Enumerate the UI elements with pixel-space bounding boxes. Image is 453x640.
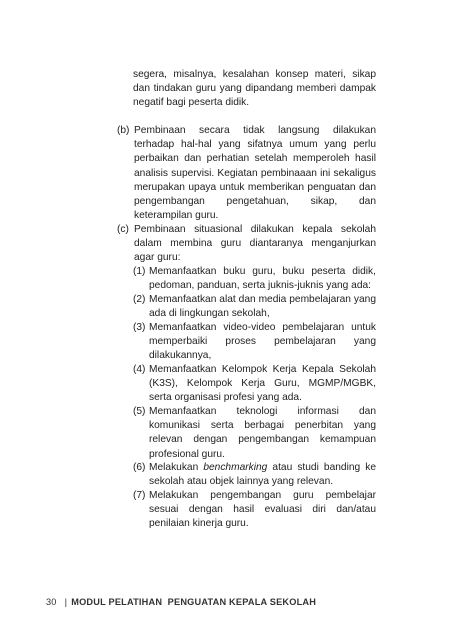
sub-item-label: (4): [133, 364, 146, 375]
list-item-b: [117, 124, 376, 223]
continuation-paragraph: segera, misalnya, kesalahan konsep materi, sikap dan tindakan guru yang dipandang memberi dampak negatif bagi peserta didik.: [133, 69, 376, 109]
sub-item-label: (5): [133, 406, 146, 417]
item-c-text: Pembinaan situasional dilakukan kepala sekolah dalam membina guru diantaranya menganjurkan agar guru:: [134, 224, 376, 264]
sub-item-1: [133, 265, 376, 293]
page-number: 30: [46, 597, 57, 607]
sub-item-label: (6): [133, 462, 146, 473]
sub-item-label: (1): [133, 266, 146, 277]
sub-item-text: Memanfaatkan video-video pembelajaran untuk memperbaiki proses pembelajaran yang dilakukannya,: [149, 322, 376, 362]
sub-item-3: [133, 321, 376, 364]
page-footer: [46, 597, 316, 607]
sub-item-4: [133, 363, 376, 406]
list-item-c: [117, 223, 376, 266]
sub-item-text: [149, 461, 376, 489]
footer-title: MODUL PELATIHAN PENGUATAN KEPALA SEKOLAH: [71, 597, 317, 607]
sub-item-label: (3): [133, 322, 146, 333]
sub-item-text: Memanfaatkan buku guru, buku peserta didik, pedoman, panduan, serta juknis-juknis yang ada:: [149, 266, 376, 292]
item-b-label: (b): [117, 125, 130, 136]
sub-item-2: [133, 293, 376, 321]
sub-item-text-after: atau studi banding ke sekolah atau objek lainnya yang relevan.: [149, 462, 376, 488]
sub-item-label: (7): [133, 490, 146, 501]
sub-item-6: [133, 461, 376, 489]
sub-item-text: Memanfaatkan Kelompok Kerja Kepala Sekolah (K3S), Kelompok Kerja Guru, MGMP/MGBK, serta organisasi profesi yang ada.: [149, 364, 376, 404]
sub-item-text: Memanfaatkan teknologi informasi dan komunikasi serta berbagai penerbitan yang relevan dengan pengembangan kemampuan profesional guru.: [149, 406, 376, 460]
sub-item-7: [133, 489, 376, 532]
sub-item-5: [133, 405, 376, 462]
sub-item-label: (2): [133, 294, 146, 305]
item-c-label: (c): [117, 224, 129, 235]
emphasis-benchmarking: benchmarking: [203, 462, 268, 473]
sub-item-text: Melakukan pengembangan guru pembelajar sesuai dengan hasil evaluasi diri dan/atau penilaian kinerja guru.: [149, 490, 376, 530]
footer-separator: |: [64, 597, 68, 607]
sub-item-text-before: Melakukan: [149, 462, 204, 473]
sub-item-text: Memanfaatkan alat dan media pembelajaran yang ada di lingkungan sekolah,: [149, 294, 376, 320]
item-b-text: Pembinaan secara tidak langsung dilakukan terhadap hal-hal yang sifatnya umum yang perlu perbaikan dan perhatian setelah memperoleh hasil analisis supervisi. Kegiatan pembinaaan ini sekaligus merupakan upaya untuk memberikan penguatan dan pengembangan pengetahuan, sikap, dan keterampilan guru.: [134, 125, 376, 222]
